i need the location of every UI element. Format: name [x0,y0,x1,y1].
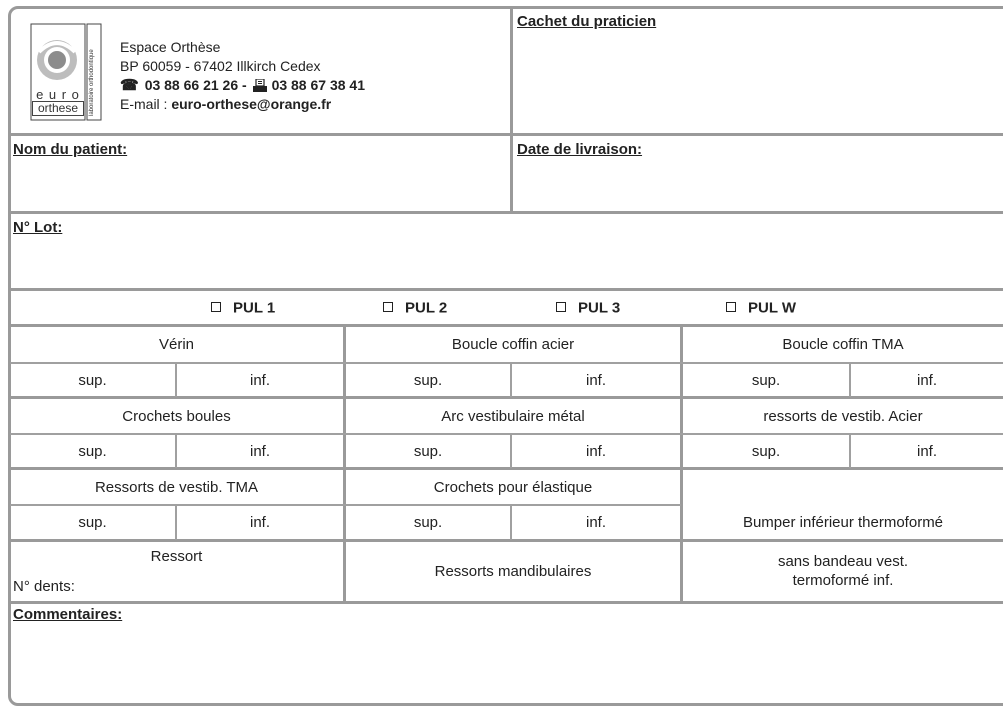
fax-icon [253,79,266,92]
sup-cell[interactable]: sup. [751,371,781,389]
item-verin[interactable]: Vérin [158,336,195,353]
option-pul-2[interactable]: PUL 2 [383,299,447,317]
patient-field[interactable] [13,162,507,208]
sup-cell[interactable]: sup. [413,371,443,389]
item-boucle-coffin-tma[interactable]: Boucle coffin TMA [782,336,904,353]
sup-cell[interactable]: sup. [413,514,443,531]
company-address [120,38,480,114]
dents-label: N° dents: [13,578,75,595]
comments-label: Commentaires: [13,606,123,623]
separator: - [238,77,251,93]
inf-cell[interactable]: inf. [585,371,606,389]
inf-cell[interactable]: inf. [916,371,937,389]
stamp-label: Cachet du praticien [517,13,657,30]
item-ressorts-vestib-acier[interactable]: ressorts de vestib. Acier [763,407,923,425]
sup-cell[interactable]: sup. [78,442,107,460]
sup-cell[interactable]: sup. [413,442,443,460]
item-bumper-inferieur[interactable]: Bumper inférieur thermoformé [742,514,944,531]
inf-cell[interactable]: inf. [249,371,270,389]
inf-cell[interactable]: inf. [585,514,606,531]
lot-label: N° Lot: [13,219,63,236]
phone-fax-line [120,76,480,95]
email-label: E-mail : [120,96,172,112]
lot-field[interactable] [13,240,998,285]
company-logo [29,22,105,122]
checkbox-icon[interactable] [211,302,221,312]
fax-number: 03 88 67 38 41 [271,77,365,93]
item-boucle-coffin-acier[interactable]: Boucle coffin acier [451,336,575,353]
inf-cell[interactable]: inf. [249,442,270,460]
item-ressorts-mandibulaires[interactable]: Ressorts mandibulaires [434,563,592,580]
email-address[interactable]: euro-orthese@orange.fr [171,96,332,112]
postal-address: BP 60059 - 67402 Illkirch Cedex [120,58,321,74]
item-arc-vestibulaire-metal[interactable]: Arc vestibulaire métal [441,407,585,425]
sup-cell[interactable]: sup. [78,371,107,389]
item-sans-bandeau[interactable]: sans bandeau vest. termoformé inf. [777,553,909,589]
inf-cell[interactable]: inf. [585,442,606,460]
phone-icon: ☎ [120,77,139,94]
inf-cell[interactable]: inf. [916,442,937,460]
sup-cell[interactable]: sup. [78,514,107,531]
checkbox-icon[interactable] [726,302,736,312]
logo-euro: e u r o [36,87,80,102]
delivery-field[interactable] [517,162,997,208]
checkbox-icon[interactable] [383,302,393,312]
checkbox-icon[interactable] [556,302,566,312]
comments-field[interactable] [13,628,998,692]
divider [10,133,1003,136]
company-name: Espace Orthèse [120,39,221,55]
option-pul-w[interactable]: PUL W [726,299,796,317]
delivery-label: Date de livraison: [517,141,643,158]
sup-cell[interactable]: sup. [751,442,781,460]
phone-number: 03 88 66 21 26 [144,77,239,93]
patient-label: Nom du patient: [13,141,128,158]
stamp-area[interactable] [513,35,998,131]
divider [10,601,1003,604]
divider [10,211,1003,214]
option-pul-1[interactable]: PUL 1 [211,299,275,317]
logo-orthese: orthese [32,101,84,116]
divider [10,288,1003,291]
item-ressorts-vestib-tma[interactable]: Ressorts de vestib. TMA [94,478,259,496]
item-crochets-elastique[interactable]: Crochets pour élastique [433,478,593,496]
item-ressort[interactable]: Ressort [150,547,203,565]
logo-vertical-text: laboratoire orthodontique [89,49,95,116]
item-crochets-boules[interactable]: Crochets boules [122,407,231,425]
inf-cell[interactable]: inf. [249,514,270,531]
email-line [120,95,480,114]
option-pul-3[interactable]: PUL 3 [556,299,620,317]
